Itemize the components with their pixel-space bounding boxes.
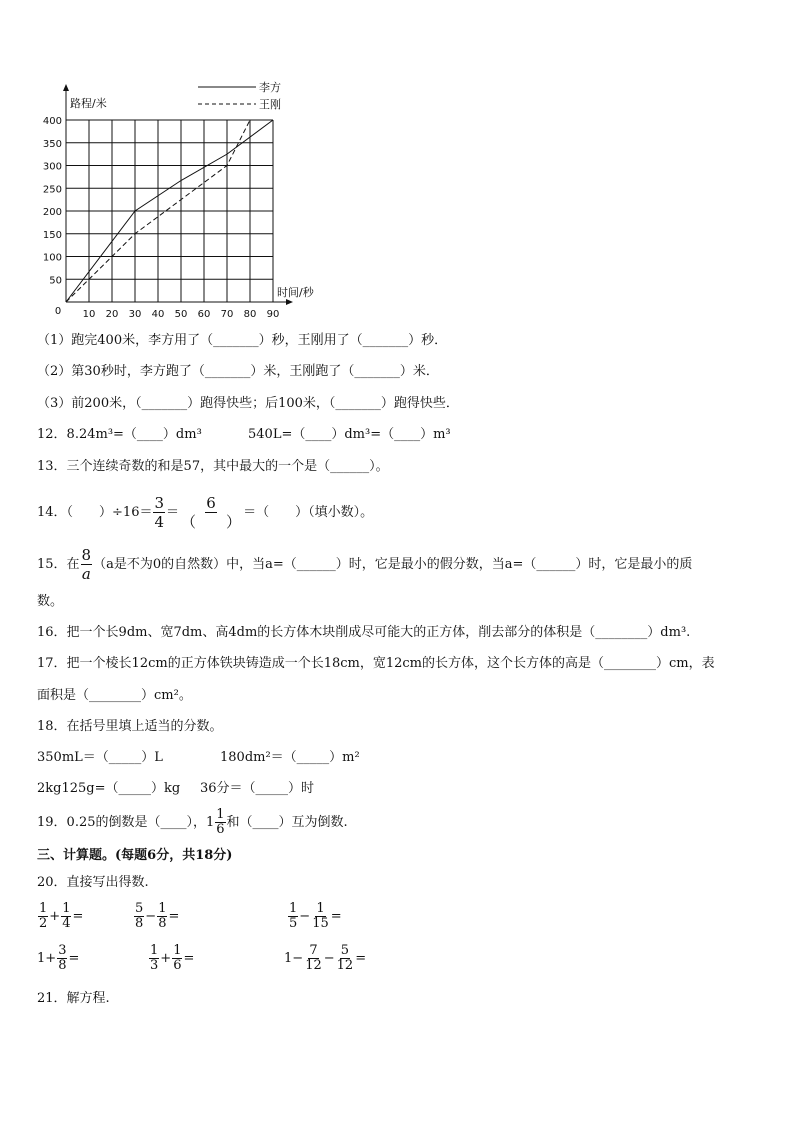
q14-fraction-2 bbox=[180, 494, 242, 531]
chart-grid bbox=[66, 120, 273, 302]
legend-label-2: 王刚 bbox=[259, 98, 281, 111]
equals: = bbox=[68, 950, 80, 966]
q15 bbox=[37, 546, 692, 583]
y-tick-label: 400 bbox=[42, 116, 62, 127]
y-tick-label: 250 bbox=[42, 184, 62, 196]
origin-label: 0 bbox=[54, 306, 62, 317]
numerator: 1 bbox=[316, 901, 325, 916]
equals: = bbox=[72, 908, 84, 924]
q14-eq: ＝ bbox=[166, 504, 180, 520]
q11-part1: （1）跑完400米，李方用了（_______）秒，王刚用了（_______）秒． bbox=[37, 333, 448, 348]
y-tick-label: 150 bbox=[42, 229, 62, 241]
q19-post: 和（____）互为倒数. bbox=[226, 814, 348, 830]
q20-e2-frac-a bbox=[134, 902, 144, 931]
numerator: 1 bbox=[158, 901, 167, 916]
distance-time-chart bbox=[30, 80, 370, 320]
q20-e5-frac-a bbox=[149, 944, 159, 973]
denominator: 4 bbox=[62, 916, 71, 931]
q20-e1-frac-a bbox=[38, 902, 48, 931]
chart-ticks bbox=[43, 96, 315, 320]
q12-part-b: 540L=（____）dm³=（____）m³ bbox=[248, 427, 451, 442]
equals: = bbox=[168, 908, 180, 924]
q20-expr-2 bbox=[133, 902, 179, 931]
chart-axes bbox=[63, 84, 293, 305]
q19-fraction bbox=[215, 808, 225, 837]
numerator: 1 bbox=[39, 901, 48, 916]
denominator: 3 bbox=[150, 958, 159, 973]
whole: 1 bbox=[37, 950, 46, 966]
denominator: 6 bbox=[173, 958, 182, 973]
q20-expr-3 bbox=[287, 902, 342, 931]
q20-expr-1 bbox=[37, 902, 83, 931]
q11-part3: （3）前200米，（_______）跑得快些；后100米，（_______）跑得快些． bbox=[37, 396, 459, 411]
x-tick-label: 90 bbox=[266, 309, 280, 320]
q20-e2-frac-b bbox=[157, 902, 167, 931]
numerator: 3 bbox=[58, 943, 67, 958]
y-tick-label: 50 bbox=[49, 275, 62, 287]
operator: − bbox=[145, 908, 157, 924]
x-tick-label: 10 bbox=[82, 309, 96, 320]
q20-e3-frac-b bbox=[311, 902, 330, 931]
section-3-heading: 三、计算题。(每题6分，共18分) bbox=[37, 848, 233, 863]
q20-e3-frac-a bbox=[288, 902, 298, 931]
x-tick-label: 50 bbox=[174, 309, 188, 320]
q20-e6-frac-b bbox=[336, 944, 355, 973]
q14-post: ＝（ ）（填小数）。 bbox=[243, 504, 374, 520]
q19 bbox=[37, 808, 348, 837]
q14-f2-denominator: （ ） bbox=[181, 513, 242, 531]
q15-fraction bbox=[81, 546, 93, 583]
x-tick-label: 80 bbox=[243, 309, 257, 320]
q18-d: 36分＝（_____）时 bbox=[200, 781, 315, 796]
operator: + bbox=[160, 950, 172, 966]
q17-line1: 17．把一个棱长12cm的正方体铁块铸造成一个长18cm，宽12cm的长方体，这个长方体的高是（________）cm，表 bbox=[37, 656, 715, 671]
numerator: 5 bbox=[340, 943, 350, 958]
numerator: 1 bbox=[62, 901, 71, 916]
y-tick-label: 300 bbox=[42, 161, 62, 173]
q15-pre: 15．在 bbox=[37, 556, 80, 572]
operator: + bbox=[45, 950, 57, 966]
legend-label-1: 李方 bbox=[259, 81, 281, 94]
q18-c: 2kg125g=（_____）kg bbox=[37, 781, 181, 796]
q21: 21．解方程. bbox=[37, 991, 110, 1006]
q14-f2-numerator: 6 bbox=[206, 494, 216, 512]
q15-line2: 数。 bbox=[37, 594, 64, 609]
x-tick-label: 40 bbox=[151, 309, 165, 320]
operator: + bbox=[49, 908, 61, 924]
operator: − bbox=[323, 950, 335, 966]
x-tick-label: 20 bbox=[105, 309, 119, 320]
q20-title: 20．直接写出得数. bbox=[37, 875, 149, 890]
q14-f1-numerator: 3 bbox=[154, 494, 165, 512]
y-axis-title: 路程/米 bbox=[70, 97, 107, 110]
denominator: 8 bbox=[135, 916, 144, 931]
q17-line2: 面积是（________）cm²。 bbox=[37, 688, 192, 703]
q18-b: 180dm²＝（_____）m² bbox=[220, 750, 360, 765]
q12-part-a: 12．8.24m³=（____）dm³ bbox=[37, 427, 202, 442]
q14-fraction-1 bbox=[153, 494, 165, 531]
numerator: 1 bbox=[289, 901, 298, 916]
q15-numerator: 8 bbox=[81, 546, 92, 564]
denominator: 12 bbox=[305, 958, 322, 973]
q14-pre: 14．（ ）÷16＝ bbox=[37, 504, 153, 520]
denominator: 8 bbox=[58, 958, 67, 973]
q19-pre: 19．0.25的倒数是（____），1 bbox=[37, 814, 215, 830]
x-axis-arrow bbox=[286, 299, 293, 305]
operator: − bbox=[292, 950, 304, 966]
denominator: 12 bbox=[336, 958, 354, 973]
q11-part2: （2）第30秒时，李方跑了（_______）米，王刚跑了（_______）米． bbox=[37, 364, 439, 379]
q15-post: （a是不为0的自然数）中，当a=（______）时，它是最小的假分数，当a=（______）时，它是最小的质 bbox=[93, 556, 693, 572]
q14 bbox=[37, 494, 373, 531]
denominator: 15 bbox=[312, 916, 329, 931]
y-tick-label: 200 bbox=[42, 207, 62, 218]
q18-a: 350mL＝（_____）L bbox=[37, 750, 163, 765]
y-tick-label: 350 bbox=[42, 138, 62, 150]
q18-title: 18．在括号里填上适当的分数。 bbox=[37, 719, 223, 734]
numerator: 1 bbox=[173, 943, 182, 958]
q20-expr-4 bbox=[37, 944, 79, 973]
q20-e1-frac-b bbox=[61, 902, 71, 931]
equals: = bbox=[355, 950, 367, 966]
q16: 16．把一个长9dm、宽7dm、高4dm的长方体木块削成尽可能大的正方体，削去部分的体积是（________）dm³. bbox=[37, 625, 691, 640]
q14-f1-denominator: 4 bbox=[154, 513, 165, 531]
q20-e4-frac-a bbox=[57, 944, 67, 973]
q20-e6-frac-a bbox=[304, 944, 323, 973]
equals: = bbox=[330, 908, 342, 924]
x-tick-label: 30 bbox=[128, 309, 142, 320]
y-tick-label: 100 bbox=[42, 252, 62, 264]
x-tick-label: 70 bbox=[220, 309, 234, 320]
operator: − bbox=[299, 908, 311, 924]
y-axis-arrow bbox=[63, 84, 69, 91]
q19-numerator: 1 bbox=[216, 807, 225, 822]
numerator: 5 bbox=[135, 901, 144, 916]
denominator: 5 bbox=[289, 916, 298, 931]
q20-expr-5 bbox=[148, 944, 194, 973]
chart-legend bbox=[198, 80, 281, 111]
x-tick-label: 60 bbox=[197, 309, 211, 320]
denominator: 2 bbox=[39, 916, 48, 931]
numerator: 7 bbox=[309, 943, 318, 958]
denominator: 8 bbox=[158, 916, 167, 931]
q19-denominator: 6 bbox=[216, 822, 225, 837]
whole: 1 bbox=[284, 950, 293, 966]
equals: = bbox=[183, 950, 195, 966]
q15-denominator: a bbox=[81, 565, 91, 583]
q20-e5-frac-b bbox=[172, 944, 182, 973]
q13: 13．三个连续奇数的和是57，其中最大的一个是（______）。 bbox=[37, 459, 389, 474]
numerator: 1 bbox=[150, 943, 159, 958]
q20-expr-6 bbox=[284, 944, 366, 973]
x-axis-title: 时间/秒 bbox=[277, 286, 314, 299]
